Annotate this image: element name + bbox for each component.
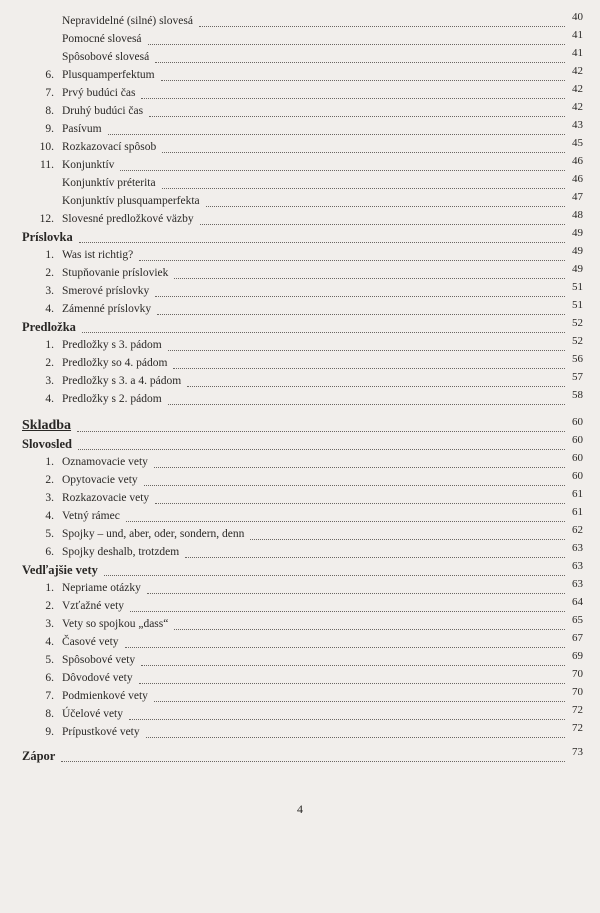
toc-entry (0, 453, 600, 471)
toc-entry-number: 2. (45, 357, 54, 369)
toc-entry-page: 60 (572, 434, 583, 446)
toc-entry-page: 49 (572, 245, 583, 257)
toc-entry-title: Spojky – und, aber, oder, sondern, denn (62, 528, 245, 540)
toc-entry (0, 318, 600, 336)
toc-entry (0, 192, 600, 210)
toc-entry (0, 282, 600, 300)
toc-entry-page: 64 (572, 596, 583, 608)
toc-entry (0, 48, 600, 66)
toc-entry (0, 390, 600, 408)
toc-entry-page: 52 (572, 317, 583, 329)
toc-entry-number: 10. (39, 141, 54, 153)
toc-entry (0, 210, 600, 228)
toc-entry-page: 67 (572, 632, 583, 644)
toc-entry-number: 2. (45, 600, 54, 612)
toc-entry-title: Konjunktív (62, 159, 115, 171)
toc-entry-title: Opytovacie vety (62, 474, 138, 486)
toc-entry (0, 102, 600, 120)
toc-entry-title: Slovesné predložkové väzby (62, 213, 194, 225)
leader-dots (146, 736, 565, 738)
leader-dots (162, 187, 565, 189)
toc-entry-page: 41 (572, 29, 583, 41)
leader-dots (174, 277, 565, 279)
toc-entry-title: Skladba (22, 418, 72, 433)
toc-entry-number: 6. (45, 69, 54, 81)
toc-entry-number: 4. (45, 636, 54, 648)
toc-entry-number: 12. (39, 213, 54, 225)
toc-entry-title: Predložky so 4. pádom (62, 357, 168, 369)
toc-entry (0, 543, 600, 561)
toc-entry-number: 7. (45, 690, 54, 702)
toc-entry-page: 45 (572, 137, 583, 149)
leader-dots (168, 403, 565, 405)
toc-entry-title: Plusquamperfektum (62, 69, 155, 81)
toc-entry (0, 84, 600, 102)
toc-entry (0, 651, 600, 669)
toc-entry-number: 4. (45, 510, 54, 522)
toc-entry-title: Predložky s 2. pádom (62, 393, 162, 405)
toc-entry-number: 3. (45, 375, 54, 387)
toc-entry-page: 70 (572, 686, 583, 698)
toc-entry-page: 47 (572, 191, 583, 203)
toc-entry-title: Spôsobové vety (62, 654, 136, 666)
toc-entry-number: 5. (45, 654, 54, 666)
toc-entry (0, 489, 600, 507)
toc-entry-page: 40 (572, 11, 583, 23)
toc-entry-title: Dôvodové vety (62, 672, 133, 684)
toc-entry-title: Slovosled (22, 437, 73, 451)
toc-entry-number: 5. (45, 528, 54, 540)
toc-entry-number: 3. (45, 618, 54, 630)
toc-entry-title: Vetný rámec (62, 510, 120, 522)
toc-entry-page: 60 (572, 470, 583, 482)
leader-dots (155, 295, 565, 297)
page-number: 4 (297, 802, 303, 816)
leader-dots (139, 259, 565, 261)
toc-entry-page: 49 (572, 263, 583, 275)
toc-entry-title: Konjunktív plusquamperfekta (62, 195, 200, 207)
toc-entry-title: Zápor (22, 749, 56, 763)
toc-entry (0, 669, 600, 687)
leader-dots (149, 115, 565, 117)
toc-entry (0, 633, 600, 651)
leader-dots (200, 223, 565, 225)
toc-entry-number: 1. (45, 456, 54, 468)
toc-entry-page: 72 (572, 722, 583, 734)
toc-entry-page: 51 (572, 299, 583, 311)
toc-entry-page: 60 (572, 452, 583, 464)
toc-entry-number: 11. (40, 159, 54, 171)
toc-entry-number: 8. (45, 708, 54, 720)
leader-dots (155, 502, 565, 504)
toc-entry-title: Smerové príslovky (62, 285, 150, 297)
toc-entry-page: 42 (572, 83, 583, 95)
leader-dots (141, 664, 565, 666)
leader-dots (154, 466, 565, 468)
leader-dots (130, 610, 565, 612)
toc-entry-number: 3. (45, 492, 54, 504)
leader-dots (108, 133, 565, 135)
leader-dots (120, 169, 565, 171)
leader-dots (173, 367, 565, 369)
toc-entry-title: Nepravidelné (silné) slovesá (62, 15, 193, 27)
toc-entry (0, 264, 600, 282)
leader-dots (125, 646, 565, 648)
leader-dots (250, 538, 565, 540)
leader-dots (61, 760, 565, 762)
toc-entry-number: 1. (45, 339, 54, 351)
toc-entry-number: 1. (45, 249, 54, 261)
toc-entry-page: 51 (572, 281, 583, 293)
toc-entry-title: Was ist richtig? (62, 249, 134, 261)
toc-entry-page: 63 (572, 578, 583, 590)
toc-entry-number: 9. (45, 123, 54, 135)
leader-dots (148, 43, 565, 45)
toc-entry-number: 7. (45, 87, 54, 99)
leader-dots (199, 25, 565, 27)
toc-entry (0, 156, 600, 174)
leader-dots (206, 205, 565, 207)
leader-dots (162, 151, 565, 153)
toc-entry (0, 120, 600, 138)
toc-entry (0, 525, 600, 543)
toc-entry-number: 4. (45, 393, 54, 405)
leader-dots (129, 718, 565, 720)
toc-entry-title: Predložky s 3. pádom (62, 339, 162, 351)
toc-entry (0, 174, 600, 192)
toc-entry-title: Podmienkové vety (62, 690, 148, 702)
toc-entry-number: 2. (45, 267, 54, 279)
toc-entry-page: 63 (572, 542, 583, 554)
toc-entry-title: Oznamovacie vety (62, 456, 148, 468)
toc-entry-title: Pomocné slovesá (62, 33, 142, 45)
toc-entry-number: 9. (45, 726, 54, 738)
leader-dots (104, 574, 565, 576)
toc-entry-title: Druhý budúci čas (62, 105, 144, 117)
toc-entry-page: 57 (572, 371, 583, 383)
toc-entry (0, 615, 600, 633)
toc-entry-page: 41 (572, 47, 583, 59)
toc-entry-number: 8. (45, 105, 54, 117)
toc-entry-page: 42 (572, 101, 583, 113)
toc-entry (0, 435, 600, 453)
leader-dots (139, 682, 565, 684)
toc-entry-page: 62 (572, 524, 583, 536)
leader-dots (185, 556, 565, 558)
leader-dots (168, 349, 565, 351)
toc-entry-title: Predložky s 3. a 4. pádom (62, 375, 182, 387)
toc-entry (0, 354, 600, 372)
toc-entry-title: Zámenné príslovky (62, 303, 152, 315)
toc-entry-page: 72 (572, 704, 583, 716)
toc-entry-title: Predložka (22, 320, 76, 334)
toc-entry (0, 471, 600, 489)
toc-entry-page: 61 (572, 488, 583, 500)
toc-entry (0, 12, 600, 30)
leader-dots (174, 628, 565, 630)
toc-entry (0, 579, 600, 597)
toc-entry (0, 747, 600, 765)
toc-entry (0, 705, 600, 723)
toc-entry-number: 6. (45, 546, 54, 558)
toc-entry (0, 417, 600, 435)
toc-entry-title: Prvý budúci čas (62, 87, 136, 99)
leader-dots (157, 313, 565, 315)
leader-dots (82, 331, 565, 333)
toc-entry-title: Prípustkové vety (62, 726, 140, 738)
toc-entry-page: 70 (572, 668, 583, 680)
toc-entry-page: 42 (572, 65, 583, 77)
leader-dots (155, 61, 565, 63)
toc-entry (0, 723, 600, 741)
toc-entry-title: Stupňovanie prísloviek (62, 267, 169, 279)
toc-entry-page: 69 (572, 650, 583, 662)
toc-entry-title: Vety so spojkou „dass“ (62, 618, 169, 630)
leader-dots (187, 385, 565, 387)
toc-entry-number: 6. (45, 672, 54, 684)
leader-dots (147, 592, 565, 594)
toc-entry-title: Vedľajšie vety (22, 563, 98, 577)
toc-entry (0, 372, 600, 390)
toc-entry-number: 2. (45, 474, 54, 486)
toc-entry-page: 65 (572, 614, 583, 626)
toc-entry-page: 49 (572, 227, 583, 239)
toc-entry (0, 300, 600, 318)
toc-entry-title: Časové vety (62, 636, 119, 648)
toc-entry-page: 46 (572, 155, 583, 167)
toc-entry-page: 73 (572, 746, 583, 758)
toc-entry-page: 43 (572, 119, 583, 131)
toc-entry-title: Príslovka (22, 230, 73, 244)
toc-entry (0, 30, 600, 48)
leader-dots (141, 97, 565, 99)
toc-entry (0, 66, 600, 84)
toc-entry-title: Nepriame otázky (62, 582, 141, 594)
leader-dots (126, 520, 565, 522)
toc-entry-page: 46 (572, 173, 583, 185)
toc-entry-page: 58 (572, 389, 583, 401)
toc-entry-number: 4. (45, 303, 54, 315)
toc-entry-page: 60 (572, 416, 583, 428)
toc-entry (0, 687, 600, 705)
toc-entry-title: Spojky deshalb, trotzdem (62, 546, 180, 558)
toc-entry-page: 56 (572, 353, 583, 365)
toc-entry (0, 597, 600, 615)
toc-entry-title: Rozkazovací spôsob (62, 141, 157, 153)
leader-dots (161, 79, 565, 81)
toc-entry-title: Pasívum (62, 123, 102, 135)
toc-entry (0, 336, 600, 354)
leader-dots (144, 484, 565, 486)
toc-entry-title: Vzťažné vety (62, 600, 125, 612)
toc-entry-number: 1. (45, 582, 54, 594)
toc-entry (0, 507, 600, 525)
leader-dots (154, 700, 565, 702)
leader-dots (77, 430, 565, 432)
toc-entry-title: Účelové vety (62, 708, 123, 720)
toc-entry (0, 561, 600, 579)
toc-entry (0, 246, 600, 264)
toc-entry (0, 228, 600, 246)
toc-entry-page: 63 (572, 560, 583, 572)
toc-entry-title: Spôsobové slovesá (62, 51, 150, 63)
toc-entry-title: Konjunktív préterita (62, 177, 156, 189)
toc-entry (0, 138, 600, 156)
toc-entry-number: 3. (45, 285, 54, 297)
toc-entry-page: 52 (572, 335, 583, 347)
toc-entry-title: Rozkazovacie vety (62, 492, 150, 504)
leader-dots (79, 241, 565, 243)
toc-entry-page: 48 (572, 209, 583, 221)
toc-entry-page: 61 (572, 506, 583, 518)
leader-dots (78, 448, 565, 450)
